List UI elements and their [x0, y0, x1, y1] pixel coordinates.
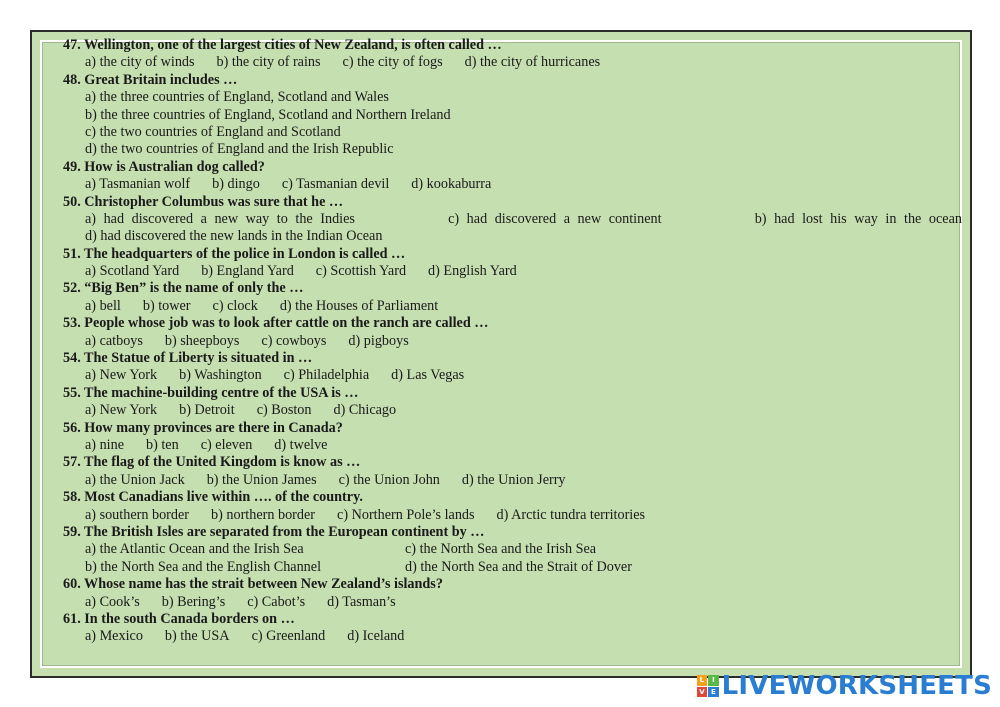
- answer-option[interactable]: a) the Atlantic Ocean and the Irish Sea: [85, 541, 304, 558]
- answer-option[interactable]: d) English Yard: [428, 263, 517, 280]
- answer-options: [63, 437, 968, 454]
- liveworksheets-mark-icon: [697, 675, 719, 697]
- question-text: 53. People whose job was to look after cattle on the ranch are called …: [63, 315, 489, 332]
- answer-option[interactable]: b) ten: [146, 436, 179, 453]
- answer-option[interactable]: c) Philadelphia: [283, 367, 370, 384]
- question-text: 47. Wellington, one of the largest cities of New Zealand, is often called …: [63, 37, 502, 53]
- answer-option[interactable]: c) Cabot’s: [247, 593, 306, 610]
- logo-mark-letter: V: [697, 687, 708, 698]
- answer-option[interactable]: a) New York: [85, 367, 158, 384]
- answer-option[interactable]: b) Bering’s: [161, 593, 226, 610]
- answer-option[interactable]: c) Greenland: [251, 628, 326, 645]
- answer-options: [63, 628, 968, 645]
- question-item: [63, 280, 968, 315]
- answer-options: [63, 472, 968, 489]
- answer-option[interactable]: c) Boston: [256, 402, 312, 419]
- question-text: 59. The British Isles are separated from the European continent by …: [63, 523, 485, 540]
- question-item: [63, 524, 968, 576]
- answer-option[interactable]: c) the Union John: [338, 471, 440, 488]
- question-text: 50. Christopher Columbus was sure that he …: [63, 193, 344, 210]
- answer-options: [63, 176, 968, 193]
- answer-options: [63, 298, 968, 315]
- answer-option[interactable]: b) tower: [142, 297, 191, 314]
- answer-option[interactable]: a) nine: [85, 436, 124, 453]
- answer-option[interactable]: b) England Yard: [201, 263, 294, 280]
- answer-option[interactable]: b) Washington: [179, 367, 262, 384]
- answer-options: [63, 559, 968, 576]
- answer-option[interactable]: d) the Houses of Parliament: [279, 297, 439, 314]
- answer-options: [63, 507, 968, 524]
- answer-options: [63, 594, 968, 611]
- answer-option[interactable]: d) had discovered the new lands in the Indian Ocean: [85, 228, 383, 245]
- question-item: [63, 454, 968, 489]
- answer-option[interactable]: d) Arctic tundra territories: [496, 506, 646, 523]
- question-item: [63, 159, 968, 194]
- answer-options: [63, 263, 968, 280]
- answer-option[interactable]: a) the three countries of England, Scotland and Wales: [85, 89, 389, 106]
- worksheet-page: [30, 30, 972, 678]
- answer-options: [63, 367, 968, 384]
- answer-option[interactable]: c) the North Sea and the Irish Sea: [405, 541, 597, 558]
- answer-options: [63, 541, 968, 558]
- answer-option[interactable]: c) clock: [212, 297, 258, 314]
- answer-option[interactable]: b) the city of rains: [216, 54, 321, 71]
- answer-option[interactable]: d) the North Sea and the Strait of Dover: [405, 558, 632, 575]
- answer-option[interactable]: d) the city of hurricanes: [464, 54, 601, 71]
- question-item: [63, 576, 968, 611]
- answer-option[interactable]: c) Tasmanian devil: [281, 176, 390, 193]
- question-text: 61. In the south Canada borders on …: [63, 610, 295, 627]
- answer-option[interactable]: d) Chicago: [333, 402, 397, 419]
- answer-option[interactable]: b) the USA: [164, 628, 230, 645]
- question-list: [63, 37, 968, 646]
- answer-option[interactable]: b) had lost his way in the ocean: [754, 210, 962, 227]
- answer-option[interactable]: c) had discovered a new continent: [448, 210, 662, 227]
- logo-text: LIVEWORKSHEETS: [721, 671, 992, 701]
- answer-option[interactable]: d) kookaburra: [411, 176, 492, 193]
- question-item: [63, 315, 968, 350]
- question-item: [63, 194, 968, 246]
- question-text: 55. The machine-building centre of the USA is …: [63, 384, 359, 401]
- question-item: [63, 37, 968, 72]
- answer-option[interactable]: b) northern border: [211, 506, 316, 523]
- answer-option[interactable]: c) Northern Pole’s lands: [337, 506, 475, 523]
- answer-option[interactable]: d) Iceland: [347, 628, 405, 645]
- answer-option[interactable]: a) the city of winds: [85, 54, 195, 71]
- question-item: [63, 611, 968, 646]
- answer-option[interactable]: a) southern border: [85, 506, 190, 523]
- answer-options: [63, 402, 968, 419]
- answer-option[interactable]: c) eleven: [200, 436, 253, 453]
- question-text: 57. The flag of the United Kingdom is know as …: [63, 454, 361, 471]
- answer-option[interactable]: a) New York: [85, 402, 158, 419]
- question-item: [63, 489, 968, 524]
- answer-option[interactable]: a) had discovered a new way to the Indies: [85, 210, 355, 227]
- answer-option[interactable]: d) pigboys: [348, 332, 409, 349]
- answer-option[interactable]: d) Tasman’s: [327, 593, 396, 610]
- question-item: [63, 72, 968, 159]
- question-text: 58. Most Canadians live within …. of the country.: [63, 489, 363, 506]
- answer-option[interactable]: d) twelve: [274, 436, 328, 453]
- question-text: 56. How many provinces are there in Canada?: [63, 419, 343, 436]
- question-item: [63, 385, 968, 420]
- liveworksheets-logo[interactable]: [697, 671, 992, 701]
- answer-option[interactable]: a) Mexico: [85, 628, 143, 645]
- question-text: 52. “Big Ben” is the name of only the …: [63, 280, 304, 297]
- answer-option[interactable]: b) dingo: [212, 176, 260, 193]
- answer-options: [63, 211, 962, 228]
- answer-option[interactable]: a) bell: [85, 297, 121, 314]
- answer-option[interactable]: c) the city of fogs: [342, 54, 443, 71]
- answer-option[interactable]: c) cowboys: [261, 332, 327, 349]
- answer-option[interactable]: a) the Union Jack: [85, 471, 185, 488]
- logo-mark-letter: L: [697, 675, 708, 686]
- logo-mark-letter: E: [708, 687, 719, 698]
- answer-option[interactable]: b) Detroit: [179, 402, 235, 419]
- answer-options: [63, 54, 968, 71]
- answer-option[interactable]: b) the three countries of England, Scotland and Northern Ireland: [85, 106, 451, 123]
- answer-option[interactable]: a) Tasmanian wolf: [85, 176, 191, 193]
- answer-option[interactable]: d) the Union Jerry: [461, 471, 566, 488]
- answer-options: [63, 333, 968, 350]
- question-text: 49. How is Australian dog called?: [63, 158, 265, 175]
- question-item: [63, 246, 968, 281]
- question-text: 60. Whose name has the strait between New Zealand’s islands?: [63, 576, 443, 593]
- answer-option[interactable]: a) catboys: [85, 332, 143, 349]
- answer-option[interactable]: b) sheepboys: [164, 332, 240, 349]
- answer-option[interactable]: b) the Union James: [206, 471, 317, 488]
- question-text: 48. Great Britain includes …: [63, 71, 238, 88]
- answer-option[interactable]: c) Scottish Yard: [315, 263, 407, 280]
- answer-option[interactable]: c) the two countries of England and Scotland: [85, 123, 341, 140]
- question-text: 51. The headquarters of the police in London is called …: [63, 245, 406, 262]
- answer-option[interactable]: a) Cook’s: [85, 593, 140, 610]
- answer-option[interactable]: d) Las Vegas: [391, 367, 465, 384]
- answer-option[interactable]: d) the two countries of England and the Irish Republic: [85, 141, 394, 158]
- question-text: 54. The Statue of Liberty is situated in …: [63, 350, 313, 367]
- answer-option[interactable]: a) Scotland Yard: [85, 263, 180, 280]
- logo-mark-letter: I: [708, 675, 719, 686]
- question-item: [63, 420, 968, 455]
- question-item: [63, 350, 968, 385]
- answer-option[interactable]: b) the North Sea and the English Channel: [85, 558, 322, 575]
